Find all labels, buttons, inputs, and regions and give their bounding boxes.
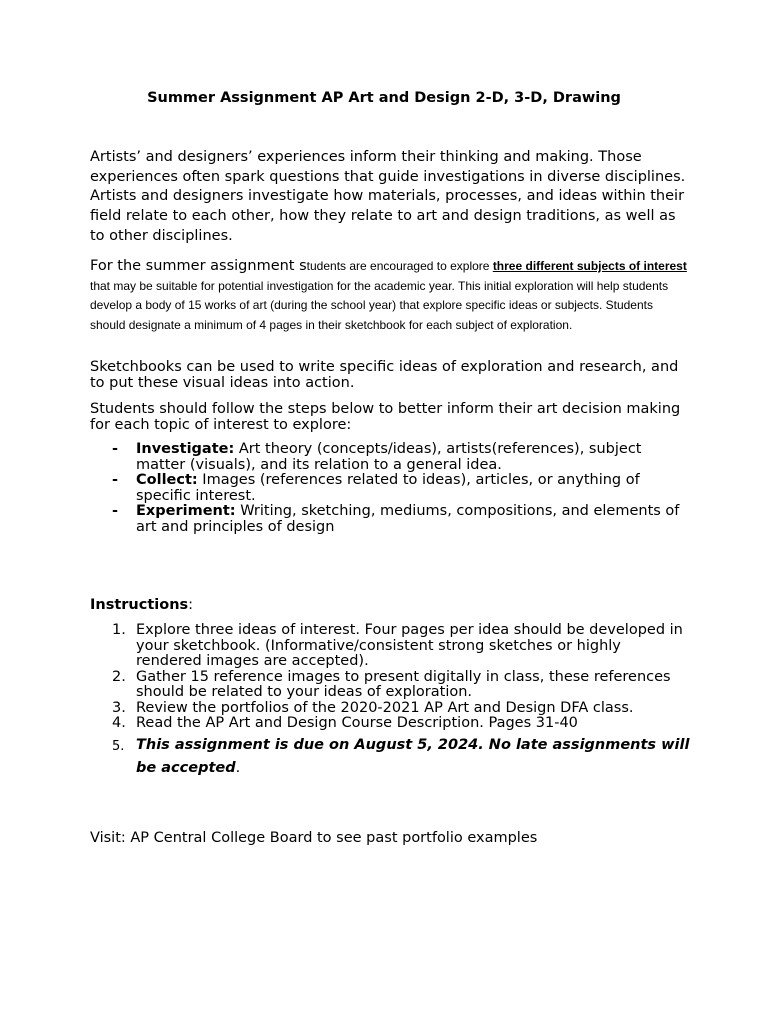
- bullet-text: Images (references related to ideas), articles, or anything of specific interest.: [136, 472, 640, 504]
- list-item: [90, 701, 690, 717]
- list-item: [90, 716, 690, 732]
- instructions-heading-text: Instructions: [90, 597, 189, 613]
- steps-list: [90, 442, 690, 535]
- list-item: [90, 670, 690, 701]
- item-text: Gather 15 reference images to present digitally in class, these references should be related to your ideas of exploration.: [136, 668, 671, 700]
- instructions-heading: [90, 597, 193, 613]
- bullet-dash: -: [112, 472, 119, 488]
- item-number: 1.: [112, 622, 126, 638]
- bullet-text: Writing, sketching, mediums, compositions, and elements of art and principles of design: [136, 503, 680, 535]
- summer-text-before: tudents are encouraged to explore: [306, 259, 493, 273]
- due-date-period: .: [235, 760, 241, 776]
- item-number: 3.: [112, 699, 126, 716]
- item-text: Explore three ideas of interest. Four pages per idea should be developed in your sketchbook. (Informative/consistent strong sketches or highly rendered images are accepted).: [136, 622, 683, 669]
- item-number: 5.: [112, 738, 125, 754]
- item-number: 4.: [112, 715, 126, 731]
- sketchbooks-paragraph: Sketchbooks can be used to write specific ideas of exploration and research, and to put these visual ideas into action.: [90, 359, 679, 391]
- instructions-colon: :: [188, 597, 194, 613]
- list-item: [90, 623, 690, 670]
- intro-paragraph: Artists’ and designers’ experiences inform their thinking and making. Those experiences often spark questions that guide investigations in diverse disciplines. Artists and designers investigate how materials, processes, and ideas within their field relate to each other, how they relate to art and design traditions, as well as to other disciplines.: [90, 149, 686, 244]
- summer-emphasis: three different subjects of interest: [492, 259, 687, 273]
- item-text: Review the portfolios of the 2020-2021 AP Art and Design DFA class.: [136, 699, 634, 716]
- bullet-label: Experiment:: [136, 503, 236, 519]
- bullet-dash: -: [112, 503, 119, 519]
- document-title: Summer Assignment AP Art and Design 2-D, 3-D, Drawing: [147, 90, 621, 106]
- bullet-text: Art theory (concepts/ideas), artists(references), subject matter (visuals), and its relation to a general idea.: [136, 441, 642, 473]
- summer-lead: For the summer assignment s: [90, 258, 307, 274]
- bullet-label: Investigate:: [136, 441, 235, 457]
- list-item: [90, 473, 690, 504]
- summer-text-after: that may be suitable for potential investigation for the academic year. This initial exploration will help students develop a body of 15 works of art (during the school year) that explore specific ideas or subjects. Students should designate a minimum of 4 pages in their sketchbook for each subject of exploration.: [90, 278, 669, 333]
- item-number: 2.: [112, 668, 126, 685]
- list-item: [90, 734, 690, 781]
- due-date-notice: This assignment is due on August 5, 2024. No late assignments will be accepted: [136, 736, 690, 776]
- item-text: Read the AP Art and Design Course Description. Pages 31-40: [136, 715, 578, 731]
- bullet-label: Collect:: [136, 472, 198, 488]
- list-item: [90, 504, 690, 535]
- list-item: [90, 442, 690, 473]
- summer-paragraph: [90, 256, 690, 335]
- steps-intro-paragraph: Students should follow the steps below to better inform their art decision making for each topic of interest to explore:: [90, 401, 681, 433]
- visit-line: Visit: AP Central College Board to see past portfolio examples: [90, 830, 538, 846]
- instructions-list: [90, 623, 690, 781]
- bullet-dash: -: [112, 441, 119, 457]
